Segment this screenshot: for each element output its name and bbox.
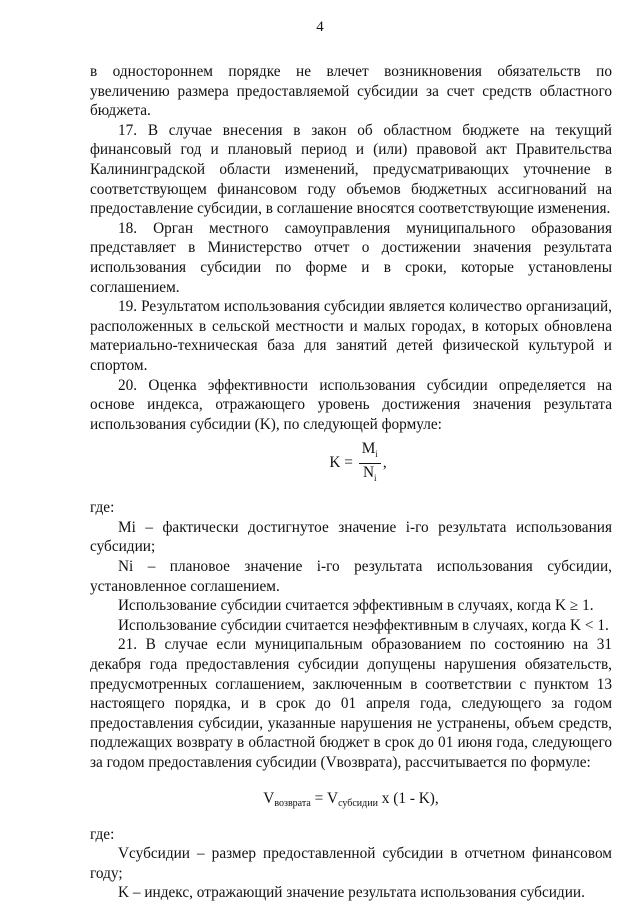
formula-k-denominator: N [362, 464, 375, 482]
definition-mi: Mi – фактически достигнутое значение i-го результата использования субсидии; [90, 518, 612, 556]
formula-refund-eq: = V [310, 789, 339, 807]
definition-k: K – индекс, отражающий значение результата использования субсидии. [118, 884, 585, 902]
formula-k-comma: , [382, 454, 387, 472]
definition-vsubsidy: Vсубсидии – размер предоставленной субсидии в отчетном финансовом году; [90, 845, 612, 882]
paragraph-17: 17. В случае внесения в закон об областном бюджете на текущий финансовый год и плановый период и (или) правовой акт Правительства Калининградской области изменений, предусматривающих уточнение в соответствующем финансовом году объемов бюджетных ассигнований на предоставление субсидии, в соглашение вносятся соответствующие изменения. [90, 121, 612, 218]
ineffective-condition: Использование субсидии считается неэффективным в случаях, когда K < 1. [118, 616, 609, 634]
page-number: 4 [316, 19, 324, 35]
formula-refund-sub-return: возврата [274, 797, 311, 809]
paragraph-18: 18. Орган местного самоуправления муниципального образования представляет в Министерство отчет о достижении значения результата использования субсидии по форме и в сроки, которые установлены соглашением. [90, 219, 612, 296]
formula-refund-sub-subsidy: субсидии [338, 797, 378, 809]
where-label-1: где: [90, 499, 115, 517]
formula-k [90, 434, 612, 498]
paragraph-21: 21. В случае если муниципальным образованием по состоянию на 31 декабря года предоставления субсидии допущены нарушения обязательств, предусмотренных соглашением, заключенным в соответствии с пунктом 13 настоящего порядка, и в срок до 01 апреля года, следующего за годом предоставления субсидии, указанные нарушения не устранены, объем средств, подлежащих возврату в областной бюджет в срок до 01 июня года, следующего за годом предоставления субсидии (Vвозврата), рассчитывается по формуле: [90, 636, 612, 771]
formula-k-fraction [359, 440, 381, 487]
paragraph-19: 19. Результатом использования субсидии является количество организаций, расположенных в сельской местности и малых городах, в которых обновлена материально-техническая база для занятий детей физической культурой и спортом. [90, 298, 612, 374]
effective-condition: Использование субсидии считается эффективным в случаях, когда K ≥ 1. [118, 597, 594, 615]
formula-refund [90, 773, 612, 825]
document-body [90, 62, 612, 903]
formula-k-denominator-index: i [374, 473, 377, 484]
paragraph-20: 20. Оценка эффективности использования субсидии определяется на основе индекса, отражающего уровень достижения значения результата использования субсидии (K), по следующей формуле: [90, 376, 612, 433]
paragraph-continuation: в одностороннем порядке не влечет возникновения обязательств по увеличению размера предоставляемой субсидии за счет средств областного бюджета. [90, 63, 612, 120]
definition-ni: Ni – плановое значение i-го результата использования субсидии, установленное соглашением. [90, 558, 612, 595]
where-label-2: где: [90, 825, 115, 843]
formula-refund-rest: x (1 - K), [377, 789, 439, 807]
formula-k-lhs: K = [329, 454, 353, 472]
formula-k-numerator-index: i [375, 449, 378, 460]
formula-k-numerator: M [361, 440, 376, 458]
formula-refund-v: V [263, 789, 275, 807]
